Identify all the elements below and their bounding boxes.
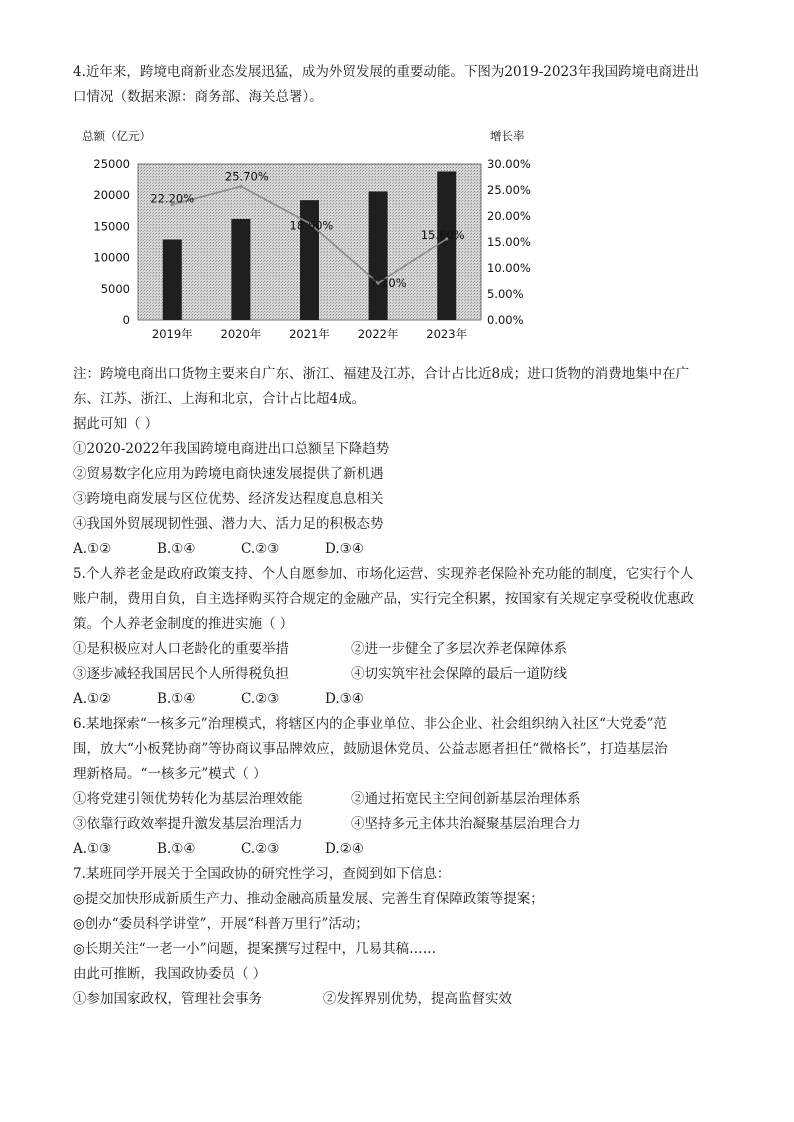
bar — [163, 240, 182, 320]
q6-item-4: ④坚持多元主体共治凝聚基层治理合力 — [351, 816, 581, 832]
q4-item-2: ②贸易数字化应用为跨境电商快速发展提供了新机遇 — [73, 466, 384, 482]
category-label: 2022年 — [357, 327, 399, 341]
left-tick-label: 25000 — [93, 157, 130, 171]
q6-item-2: ②通过拓宽民主空间创新基层治理体系 — [351, 791, 581, 807]
q6-option-b: B.①④ — [157, 841, 196, 857]
q5-item-3: ③逐步减轻我国居民个人所得税负担 — [73, 666, 289, 682]
q6-items-row-1 — [73, 789, 733, 809]
category-label: 2019年 — [151, 327, 193, 341]
q6-items-row-2 — [73, 814, 733, 834]
q6-stem-line-1: 6.某地探索“一核多元”治理模式，将辖区内的企事业单位、非公企业、社会组织纳入社区“大党委”范 — [73, 716, 667, 732]
left-tick-label: 5000 — [100, 281, 130, 296]
left-axis-title: 总额（亿元） — [82, 129, 151, 143]
right-tick-label: 20.00% — [487, 209, 531, 223]
right-tick-label: 15.00% — [487, 235, 531, 249]
q6-option-c: C.②③ — [241, 841, 280, 857]
q4-note-line-2: 东、江苏、浙江、上海和北京，合计占比超4成。 — [73, 391, 366, 407]
category-label: 2023年 — [426, 327, 468, 341]
left-tick-label: 20000 — [93, 188, 130, 203]
q5-option-a: A.①② — [73, 691, 112, 707]
growth-rate-label: 15.60% — [420, 227, 465, 242]
q4-option-b: B.①④ — [157, 541, 196, 557]
right-tick-label: 0.00% — [487, 313, 524, 327]
q5-items-row-1 — [73, 639, 733, 659]
q5-stem-line-3: 策。个人养老金制度的推进实施（ ） — [73, 616, 294, 632]
q5-option-b: B.①④ — [157, 691, 196, 707]
q5-item-2: ②进一步健全了多层次养老保障体系 — [351, 641, 567, 657]
q6-item-1: ①将党建引领优势转化为基层治理效能 — [73, 791, 303, 807]
q7-item-1: ①参加国家政权，管理社会事务 — [73, 991, 262, 1007]
right-tick-label: 10.00% — [487, 261, 531, 275]
q7-ask: 由此可推断，我国政协委员（ ） — [73, 966, 267, 982]
q6-option-d: D.②④ — [325, 841, 364, 857]
right-tick-label: 25.00% — [487, 183, 531, 197]
q4-options — [73, 539, 409, 559]
q4-ask: 据此可知（ ） — [73, 416, 159, 432]
growth-rate-label: 7.10% — [370, 276, 407, 291]
q6-item-3: ③依靠行政效率提升激发基层治理活力 — [73, 816, 303, 832]
q7-info-2: ◎创办“委员科学讲堂”，开展“科普万里行”活动； — [73, 916, 369, 932]
q5-stem-line-2: 账户制，费用自负，自主选择购买符合规定的金融产品，实行完全积累，按国家有关规定享受税收优惠政 — [73, 591, 694, 607]
category-label: 2021年 — [289, 327, 330, 341]
q6-stem-line-3: 理新格局。“一核多元”模式（ ） — [73, 766, 267, 782]
q7-items-row-1 — [73, 989, 733, 1009]
q5-options — [73, 689, 409, 709]
q7-info-1: ◎提交加快形成新质生产力、推动金融高质量发展、完善生育保障政策等提案； — [73, 891, 544, 907]
growth-rate-label: 25.70% — [224, 169, 269, 184]
right-tick-label: 30.00% — [487, 157, 531, 171]
right-tick-label: 5.00% — [487, 287, 524, 301]
q5-items-row-2 — [73, 664, 733, 684]
q4-stem-line-1: 4.近年来，跨境电商新业态发展迅猛，成为外贸发展的重要动能。下图为2019-2023年我国跨境电商进出 — [73, 64, 700, 80]
q4-item-3: ③跨境电商发展与区位优势、经济发达程度息息相关 — [73, 491, 384, 507]
q5-option-c: C.②③ — [241, 691, 280, 707]
left-tick-label: 15000 — [93, 219, 130, 234]
q4-option-a: A.①② — [73, 541, 112, 557]
q4-stem-line-2: 口情况（数据来源：商务部、海关总署）。 — [73, 89, 323, 105]
bar — [231, 219, 250, 320]
q4-chart — [78, 122, 568, 354]
q5-option-d: D.③④ — [325, 691, 364, 707]
growth-rate-label: 22.20% — [150, 191, 195, 206]
category-label: 2020年 — [220, 327, 262, 341]
q7-info-3: ◎长期关注“一老一小”问题，提案撰写过程中，几易其稿…… — [73, 941, 437, 957]
q5-item-4: ④切实筑牢社会保障的最后一道防线 — [351, 666, 567, 682]
bar — [437, 171, 456, 320]
q6-options — [73, 839, 409, 859]
growth-rate-point — [239, 185, 242, 188]
right-axis-title: 增长率 — [490, 129, 525, 143]
q6-option-a: A.①③ — [73, 841, 112, 857]
q4-item-1: ①2020-2022年我国跨境电商进出口总额呈下降趋势 — [73, 441, 390, 457]
growth-rate-label: 18.60% — [289, 218, 334, 233]
q7-item-2: ②发挥界别优势，提高监督实效 — [323, 991, 512, 1007]
bar — [369, 191, 388, 320]
q4-option-c: C.②③ — [241, 541, 280, 557]
q5-item-1: ①是积极应对人口老龄化的重要举措 — [73, 641, 289, 657]
left-tick-label: 10000 — [93, 250, 130, 265]
cross-border-ecommerce-chart — [78, 122, 568, 354]
q6-stem-line-2: 围，放大“小板凳协商”等协商议事品牌效应，鼓励退休党员、公益志愿者担任“微格长”，打造基层治 — [73, 741, 668, 757]
q7-stem-line-1: 7.某班同学开展关于全国政协的研究性学习，查阅到如下信息： — [73, 866, 451, 882]
left-tick-label: 0 — [122, 313, 130, 327]
q5-stem-line-1: 5.个人养老金是政府政策支持、个人自愿参加、市场化运营、实现养老保险补充功能的制度，它实行个人 — [73, 566, 694, 582]
q4-item-4: ④我国外贸展现韧性强、潜力大、活力足的积极态势 — [73, 516, 384, 532]
q4-note-line-1: 注：跨境电商出口货物主要来自广东、浙江、福建及江苏，合计占比近8成；进口货物的消费地集中在广 — [73, 366, 690, 382]
q4-option-d: D.③④ — [325, 541, 364, 557]
